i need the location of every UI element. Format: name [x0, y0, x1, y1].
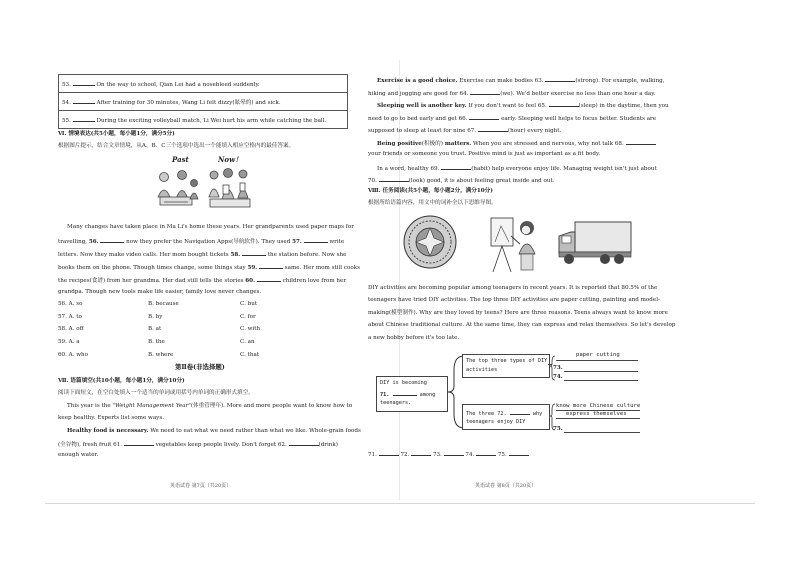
s7-line-6: Exercise is a good choice. Exercise can make bodies 63. (strong). For example, walking, [377, 78, 665, 84]
mindmap-root-box: DIY is becoming 71. among teenagers. [376, 376, 448, 412]
part-2-title: 第Ⅱ卷(非选择题) [175, 363, 225, 371]
question-number: 53. [62, 81, 71, 88]
now-figures-icon [209, 169, 250, 208]
answer-blank[interactable] [73, 98, 95, 104]
blank-71[interactable] [393, 390, 417, 396]
s7-line-13: In a word, healthy 69. (habit) help everyone enjoy life. Managing weight isn't just about [377, 166, 657, 172]
mindmap-answer-express: express themselves [566, 411, 627, 417]
painting-girl-icon [485, 212, 545, 274]
blank-56[interactable] [100, 237, 124, 243]
option-a[interactable]: 58. A. off [58, 326, 84, 332]
mindmap-label-74: 74. [553, 374, 563, 380]
option-c[interactable]: C. that [240, 352, 260, 358]
table-row [59, 75, 348, 93]
option-b[interactable]: B. because [148, 301, 179, 307]
reading-line-3: making(模型制作). Why are they loved by teens? Here are three reasons. Teens always want to know more [368, 310, 668, 316]
s7-line-12: your friends or someone you trust. Positive mind is just as important as a fit body. [368, 151, 601, 157]
reading-line-4: about Chinese traditional culture. At the same time, they can express and relax themselves. So let's develop [368, 322, 676, 328]
model-truck-icon [555, 218, 635, 268]
page-footer: 英语试卷 第7页（共20页） [170, 483, 232, 489]
option-b[interactable]: B. at [148, 326, 162, 332]
blank-69[interactable] [441, 164, 471, 170]
paper-cutting-icon [400, 212, 460, 272]
past-figures-icon [158, 171, 198, 206]
s7-line-9: need to go to bed early and get 66. early. Sleeping well helps to focus better. Students are [368, 116, 657, 122]
blank-74[interactable] [564, 380, 638, 381]
cloze-line-6: grandpa. Though new tools make life easier, family love never changes. [58, 289, 262, 295]
s7-line-5: enough water. [58, 452, 99, 458]
section7-title: Ⅶ. 语篇填空(共10小题，每小题1分，满分10分) [58, 378, 185, 384]
blank-72[interactable] [510, 409, 530, 415]
answer-blank[interactable] [73, 116, 95, 122]
option-a[interactable]: 60. A. who [58, 352, 89, 358]
option-b[interactable]: B. by [148, 314, 163, 320]
reading-line-5: a new hobby before it's too late. [368, 335, 460, 341]
s7-line-14: 70. (look) good, it is about feeling great inside and out. [368, 178, 555, 184]
option-b[interactable]: B. the [148, 339, 165, 345]
section8-instruction: 根据所给语篇内容，用文中的词补全以下思维导图。 [368, 200, 497, 206]
answer-blank-71[interactable] [379, 450, 399, 456]
section6-instruction: 根据图片提示，结合文章情境，从A、B、C三个选项中选出一个能填入相应空格内的最佳答案。 [58, 143, 295, 149]
cloze-line-4: books them on the phone. Though times change, some things stay 59. same. Her mom still cooks [58, 265, 360, 271]
blank-61[interactable] [124, 440, 154, 446]
answer-blank-73[interactable] [444, 450, 464, 456]
s7-line-4: (全谷物), fresh fruit 61. vegetables keep people lively. Don't forget 62. (drink) [58, 442, 338, 448]
blank-62[interactable] [289, 440, 319, 446]
blank-66[interactable] [469, 114, 499, 120]
blank-73[interactable] [564, 371, 638, 372]
question-number: 55. [62, 117, 71, 124]
blank-59[interactable] [259, 263, 283, 269]
table-row-text: During the exciting volleyball match, Li Wei hurt his arm while catching the ball. [96, 117, 327, 124]
question-number: 54. [62, 99, 71, 106]
mindmap-label-75: 75. [553, 426, 563, 432]
cloze-line-5: the recipes(食谱) from her grandma. Her dad still tells the stories 60. children love from her [58, 278, 347, 284]
table-row-text: On the way to school, Qian Lei had a nosebleed suddenly. [96, 81, 260, 88]
cloze-line-2: travelling, 56. now they prefer the Navigation Apps(导航软件). They used 57. write [58, 239, 345, 245]
blank-65[interactable] [549, 101, 579, 107]
mindmap-answer-paper-cutting: paper cutting [576, 352, 620, 358]
blank-75[interactable] [564, 432, 640, 433]
s7-line-8: Sleeping well is another key. If you don't want to feel 65. (sleep) in the daytime, then you [377, 103, 669, 109]
s7-line-11: Being positive(积极的) matters. When you are stressed and nervous, why not talk 68. [377, 139, 656, 148]
blank-68[interactable] [626, 139, 656, 145]
answer-blank[interactable] [73, 80, 95, 86]
table-row-text: After training for 30 minutes, Wang Li felt dizzy(眩晕的) and sick. [96, 99, 281, 106]
section7-instruction: 阅读下面短文，在空白处填入一个适当的单词或用括号内单词的正确形式填空。 [58, 390, 254, 396]
answer-blank-74[interactable] [476, 450, 496, 456]
s7-line-10: supposed to sleep at least for nine 67. (hour) every night. [368, 128, 562, 134]
table-row [59, 111, 348, 129]
blank-58[interactable] [242, 250, 266, 256]
picture-past-label: Past [172, 155, 189, 164]
section6-title: Ⅵ. 情境表达(共5小题，每小题1分，满分5分) [58, 131, 175, 137]
option-c[interactable]: C. but [240, 301, 258, 307]
option-c[interactable]: C. for [240, 314, 256, 320]
mindmap-label-73: 73. [553, 365, 563, 371]
situation-table [58, 74, 348, 129]
blank-60[interactable] [257, 276, 281, 282]
option-c[interactable]: C. an [240, 339, 255, 345]
cloze-line-1: Many changes have taken place in Ma Li's home these years. Her grandparents used paper maps for [67, 224, 354, 230]
mindmap-top-box: The top three types of DIY activities [462, 354, 550, 378]
past-now-illustration [150, 153, 260, 213]
picture-now-label: Now！ [218, 155, 243, 164]
mindmap-bottom-box: The three 72. why teenagers enjoy DIY [462, 404, 550, 430]
option-a[interactable]: 59. A. a [58, 339, 80, 345]
blank-63[interactable] [545, 76, 575, 82]
cloze-line-3: letters. Now they make video calls. Her mom bought tickets 58. the station before. Now she [58, 252, 347, 258]
answer-blank-72[interactable] [411, 450, 431, 456]
answer-blank-75[interactable] [509, 450, 529, 456]
option-c[interactable]: C. with [240, 326, 261, 332]
option-a[interactable]: 57. A. to [58, 314, 82, 320]
s7-line-1: This year is the "Weight Management Year"(体重管理年). More and more people want to know how to [67, 403, 353, 409]
page-8 [368, 0, 800, 566]
option-a[interactable]: 56. A. so [58, 301, 83, 307]
s7-line-2: keep healthy. Experts list some ways. [58, 415, 164, 421]
s7-line-7: hiking and jogging are good for 64. (we). We'd better exercise no less than one hour a day. [368, 91, 656, 97]
blank-64[interactable] [470, 89, 500, 95]
mindmap-answer-culture: know more Chinese culture [556, 403, 641, 409]
answer-line: 71. 72. 73. 74. 75. [368, 450, 529, 459]
reading-line-2: teenagers have tried DIY activities. The top three DIY activities are paper cutting, painting and model- [368, 297, 660, 303]
blank-70[interactable] [379, 176, 409, 182]
s7-line-3: Healthy food is necessary. We need to eat what we need rather than what we like. Whole-grain foods [67, 428, 361, 434]
blank-67[interactable] [478, 126, 508, 132]
option-b[interactable]: B. where [148, 352, 174, 358]
page-footer: 英语试卷 第8页（共20页） [475, 483, 537, 489]
table-row [59, 93, 348, 111]
reading-line-1: DIY activities are becoming popular among teenagers in recent years. It is reported that 80.5% of the [368, 285, 658, 291]
section8-title: Ⅷ. 任务阅读(共5小题，每小题2分，满分10分) [368, 188, 493, 194]
blank-57[interactable] [304, 237, 328, 243]
